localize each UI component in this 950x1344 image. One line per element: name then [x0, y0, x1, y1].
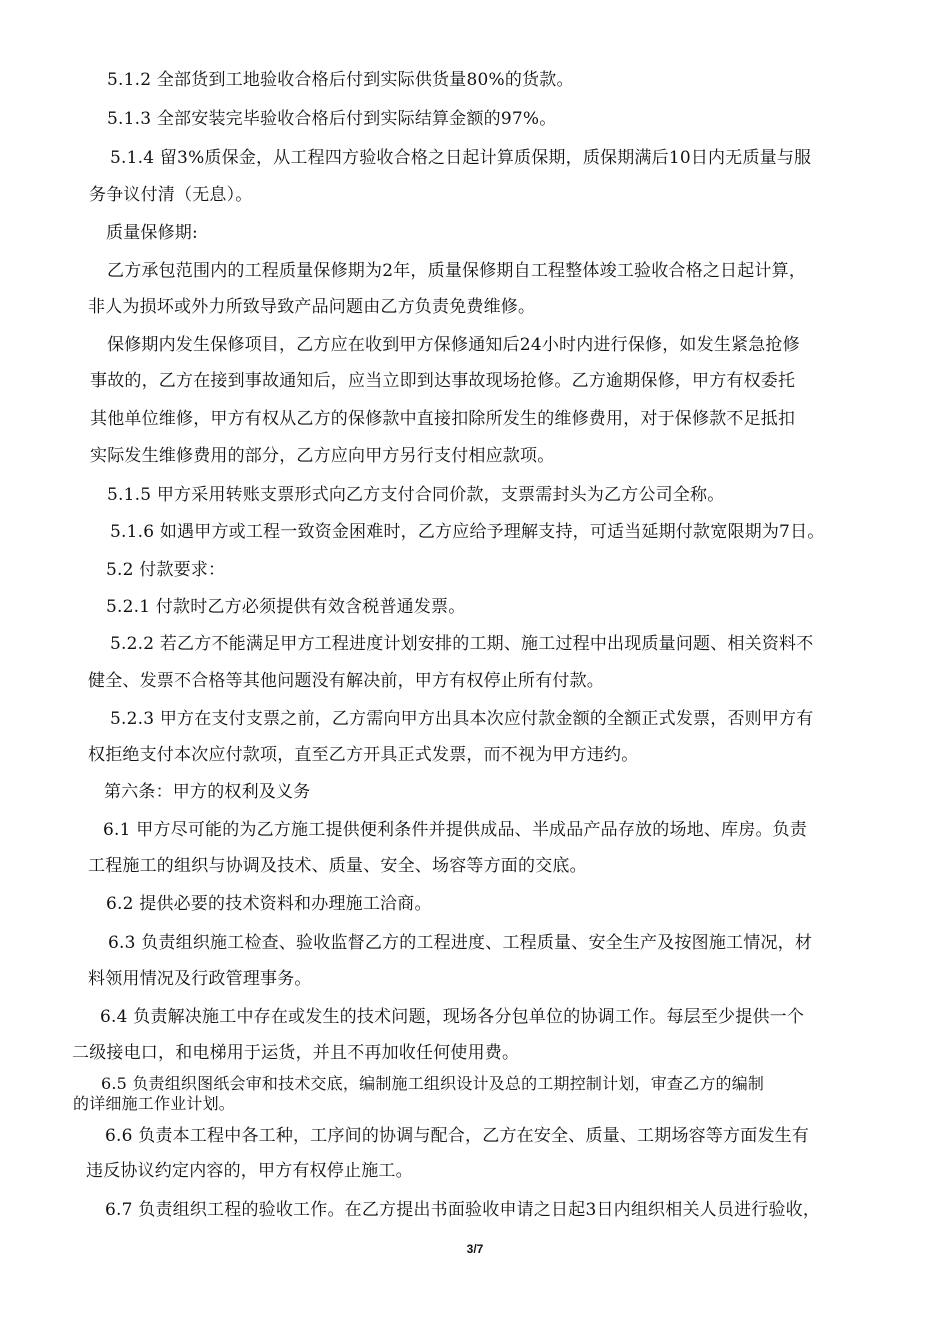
text-line: 二级接电口，和电梯用于运货，并且不再加收任何使用费。 — [72, 1043, 520, 1063]
text-line: 5.2.1 付款时乙方必须提供有效含税普通发票。 — [106, 597, 466, 617]
text-line: 5.1.6 如遇甲方或工程一致资金困难时，乙方应给予理解支持，可适当延期付款宽限期为7日。 — [110, 522, 825, 542]
article-heading: 第六条：甲方的权利及义务 — [104, 782, 311, 802]
text-line: 6.1 甲方尽可能的为乙方施工提供便利条件并提供成品、半成品产品存放的场地、库房。负责 — [103, 820, 808, 840]
page-number: 3/7 — [466, 1242, 484, 1256]
text-line: 5.1.5 甲方采用转账支票形式向乙方支付合同价款，支票需封头为乙方公司全称。 — [107, 485, 725, 505]
text-line: 6.6 负责本工程中各工种，工序间的协调与配合，乙方在安全、质量、工期场容等方面发生有 — [105, 1126, 810, 1146]
text-line: 健全、发票不合格等其他问题没有解决前，甲方有权停止所有付款。 — [88, 671, 604, 691]
text-line: 料领用情况及行政管理事务。 — [88, 969, 312, 989]
text-line: 务争议付清（无息）。 — [89, 185, 253, 205]
text-line: 保修期内发生保修项目，乙方应在收到甲方保修通知后24小时内进行保修，如发生紧急抢修 — [107, 335, 800, 355]
text-line: 事故的，乙方在接到事故通知后，应当立即到达事故现场抢修。乙方逾期保修，甲方有权委托 — [90, 371, 796, 391]
text-line: 其他单位维修，甲方有权从乙方的保修款中直接扣除所发生的维修费用，对于保修款不足抵扣 — [90, 409, 796, 429]
section-heading: 质量保修期: — [106, 223, 198, 243]
text-line: 6.7 负责组织工程的验收工作。在乙方提出书面验收申请之日起3日内组织相关人员进行验收， — [105, 1200, 821, 1220]
text-line: 6.3 负责组织施工检查、验收监督乙方的工程进度、工程质量、安全生产及按图施工情况，材 — [108, 933, 813, 953]
text-line: 非人为损坏或外力所致导致产品问题由乙方负责免费维修。 — [88, 297, 536, 317]
text-line: 违反协议约定内容的，甲方有权停止施工。 — [86, 1161, 413, 1181]
text-line: 6.4 负责解决施工中存在或发生的技术问题，现场各分包单位的协调工作。每层至少提供一个 — [100, 1007, 805, 1027]
section-heading: 5.2 付款要求： — [106, 560, 226, 580]
text-line: 6.5 负责组织图纸会审和技术交底，编制施工组织设计及总的工期控制计划，审查乙方的编制 — [101, 1074, 765, 1093]
text-line: 5.1.3 全部安装完毕验收合格后付到实际结算金额的97%。 — [107, 109, 557, 129]
text-line: 5.2.3 甲方在支付支票之前，乙方需向甲方出具本次应付款金额的全额正式发票，否则甲方有 — [110, 709, 814, 729]
text-line: 6.2 提供必要的技术资料和办理施工洽商。 — [106, 894, 432, 914]
text-line: 的详细施工作业计划。 — [73, 1094, 236, 1113]
text-line: 5.1.4 留3%质保金，从工程四方验收合格之日起计算质保期，质保期满后10日内无质量与服 — [110, 148, 812, 168]
text-line: 实际发生维修费用的部分，乙方应向甲方另行支付相应款项。 — [90, 446, 555, 466]
text-line: 权拒绝支付本次应付款项，直至乙方开具正式发票，而不视为甲方违约。 — [88, 745, 639, 765]
text-line: 乙方承包范围内的工程质量保修期为2年，质量保修期自工程整体竣工验收合格之日起计算， — [107, 261, 807, 281]
text-line: 5.1.2 全部货到工地验收合格后付到实际供货量80%的货款。 — [107, 70, 574, 90]
text-line: 工程施工的组织与协调及技术、质量、安全、场容等方面的交底。 — [88, 856, 587, 876]
text-line: 5.2.2 若乙方不能满足甲方工程进度计划安排的工期、施工过程中出现质量问题、相关资料不 — [110, 634, 814, 654]
